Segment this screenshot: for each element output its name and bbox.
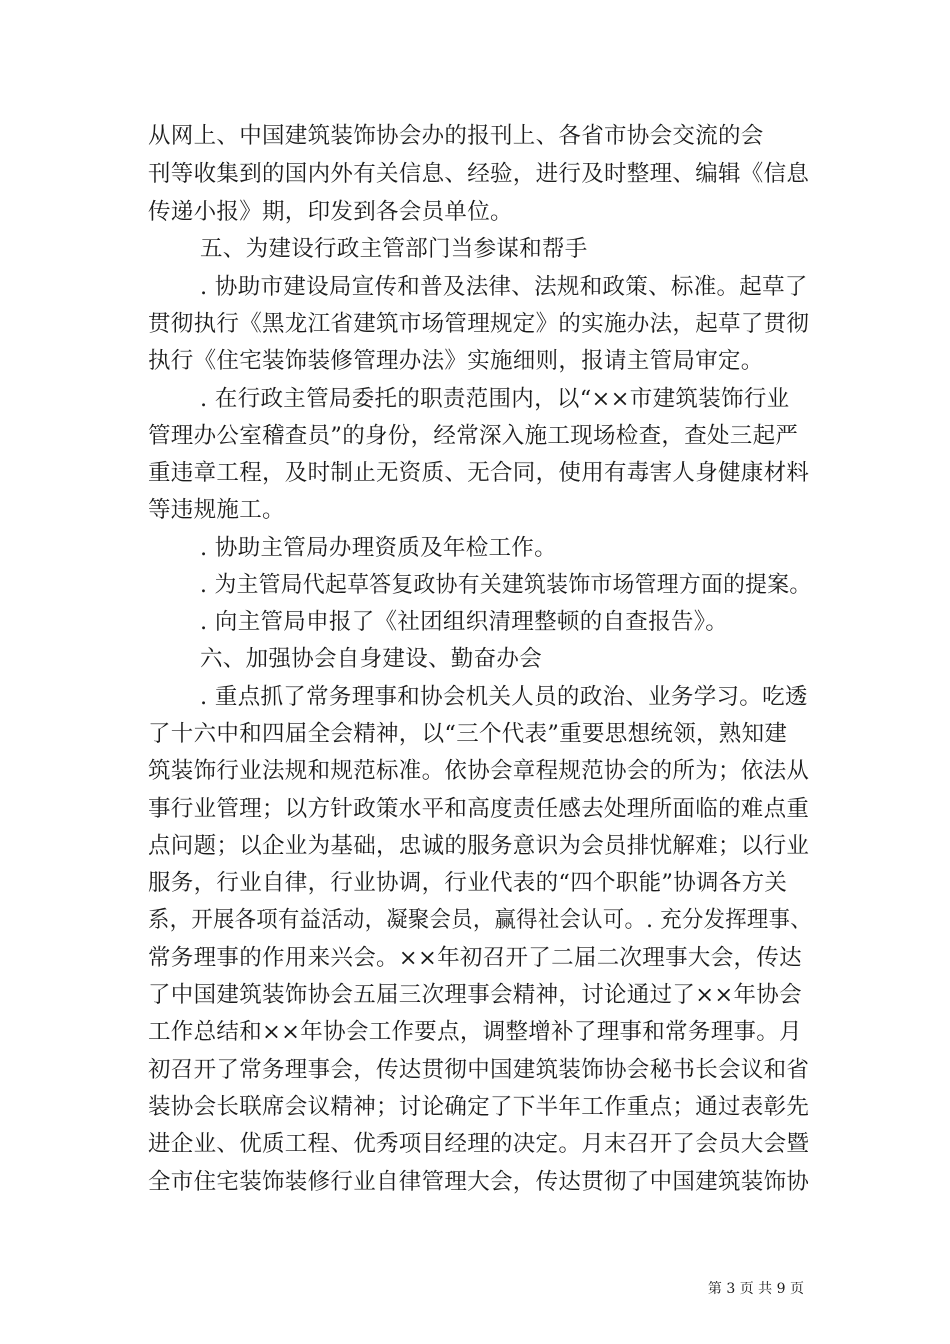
body-text-line: 传递小报》期，印发到各会员单位。 (148, 199, 513, 225)
body-text-line: 从网上、中国建筑装饰协会办的报刊上、各省市协会交流的会 (148, 123, 764, 149)
body-text-line: . 协助主管局办理资质及年检工作。 (200, 535, 557, 561)
body-text-line: . 为主管局代起草答复政协有关建筑装饰市场管理方面的提案。 (200, 572, 812, 598)
body-text-line: 了中国建筑装饰协会五届三次理事会精神，讨论通过了××年协会 (148, 982, 802, 1008)
body-text-line: 执行《住宅装饰装修管理办法》实施细则，报请主管局审定。 (148, 348, 764, 374)
body-text-line: 常务理事的作用来兴会。××年初召开了二届二次理事大会，传达 (148, 945, 802, 971)
page-number-footer: 第 3 页 共 9 页 (707, 1281, 804, 1297)
body-text-line: 服务，行业自律，行业协调，行业代表的“四个职能”协调各方关 (148, 870, 788, 896)
body-text-line: 全市住宅装饰装修行业自律管理大会，传达贯彻了中国建筑装饰协 (148, 1169, 810, 1195)
section-heading: 六、加强协会自身建设、勤奋办会 (200, 646, 543, 672)
body-text-line: . 协助市建设局宣传和普及法律、法规和政策、标准。起草了 (200, 274, 808, 300)
body-text-line: 进企业、优质工程、优秀项目经理的决定。月末召开了会员大会暨 (148, 1131, 810, 1157)
body-text-line: 筑装饰行业法规和规范标准。依协会章程规范协会的所为；依法从 (148, 758, 810, 784)
body-text-line: 事行业管理；以方针政策水平和高度责任感去处理所面临的难点重 (148, 796, 810, 822)
body-text-line: 系，开展各项有益活动，凝聚会员，赢得社会认可。. 充分发挥理事、 (148, 907, 812, 933)
body-text-line: 刊等收集到的国内外有关信息、经验，进行及时整理、编辑《信息 (148, 161, 810, 187)
body-text-line: 初召开了常务理事会，传达贯彻中国建筑装饰协会秘书长会议和省 (148, 1057, 810, 1083)
body-text-line: . 在行政主管局委托的职责范围内，以“××市建筑装饰行业 (200, 386, 790, 412)
body-text-line: 管理办公室稽查员”的身份，经常深入施工现场检查，查处三起严 (148, 423, 799, 449)
body-text-line: 等违规施工。 (148, 497, 285, 523)
section-heading: 五、为建设行政主管部门当参谋和帮手 (200, 236, 588, 262)
body-text-line: 了十六中和四届全会精神，以“三个代表”重要思想统领，熟知建 (148, 721, 788, 747)
body-text-line: . 重点抓了常务理事和协会机关人员的政治、业务学习。吃透 (200, 684, 808, 710)
body-text-line: 重违章工程，及时制止无资质、无合同，使用有毒害人身健康材料 (148, 460, 810, 486)
body-text-line: 贯彻执行《黑龙江省建筑市场管理规定》的实施办法，起草了贯彻 (148, 311, 810, 337)
body-text-line: 点问题；以企业为基础，忠诚的服务意识为会员排忧解难；以行业 (148, 833, 810, 859)
body-text-line: 工作总结和××年协会工作要点，调整增补了理事和常务理事。月 (148, 1019, 802, 1045)
body-text-line: 装协会长联席会议精神；讨论确定了下半年工作重点；通过表彰先 (148, 1094, 810, 1120)
body-text-line: . 向主管局申报了《社团组织清理整顿的自查报告》。 (200, 609, 729, 635)
